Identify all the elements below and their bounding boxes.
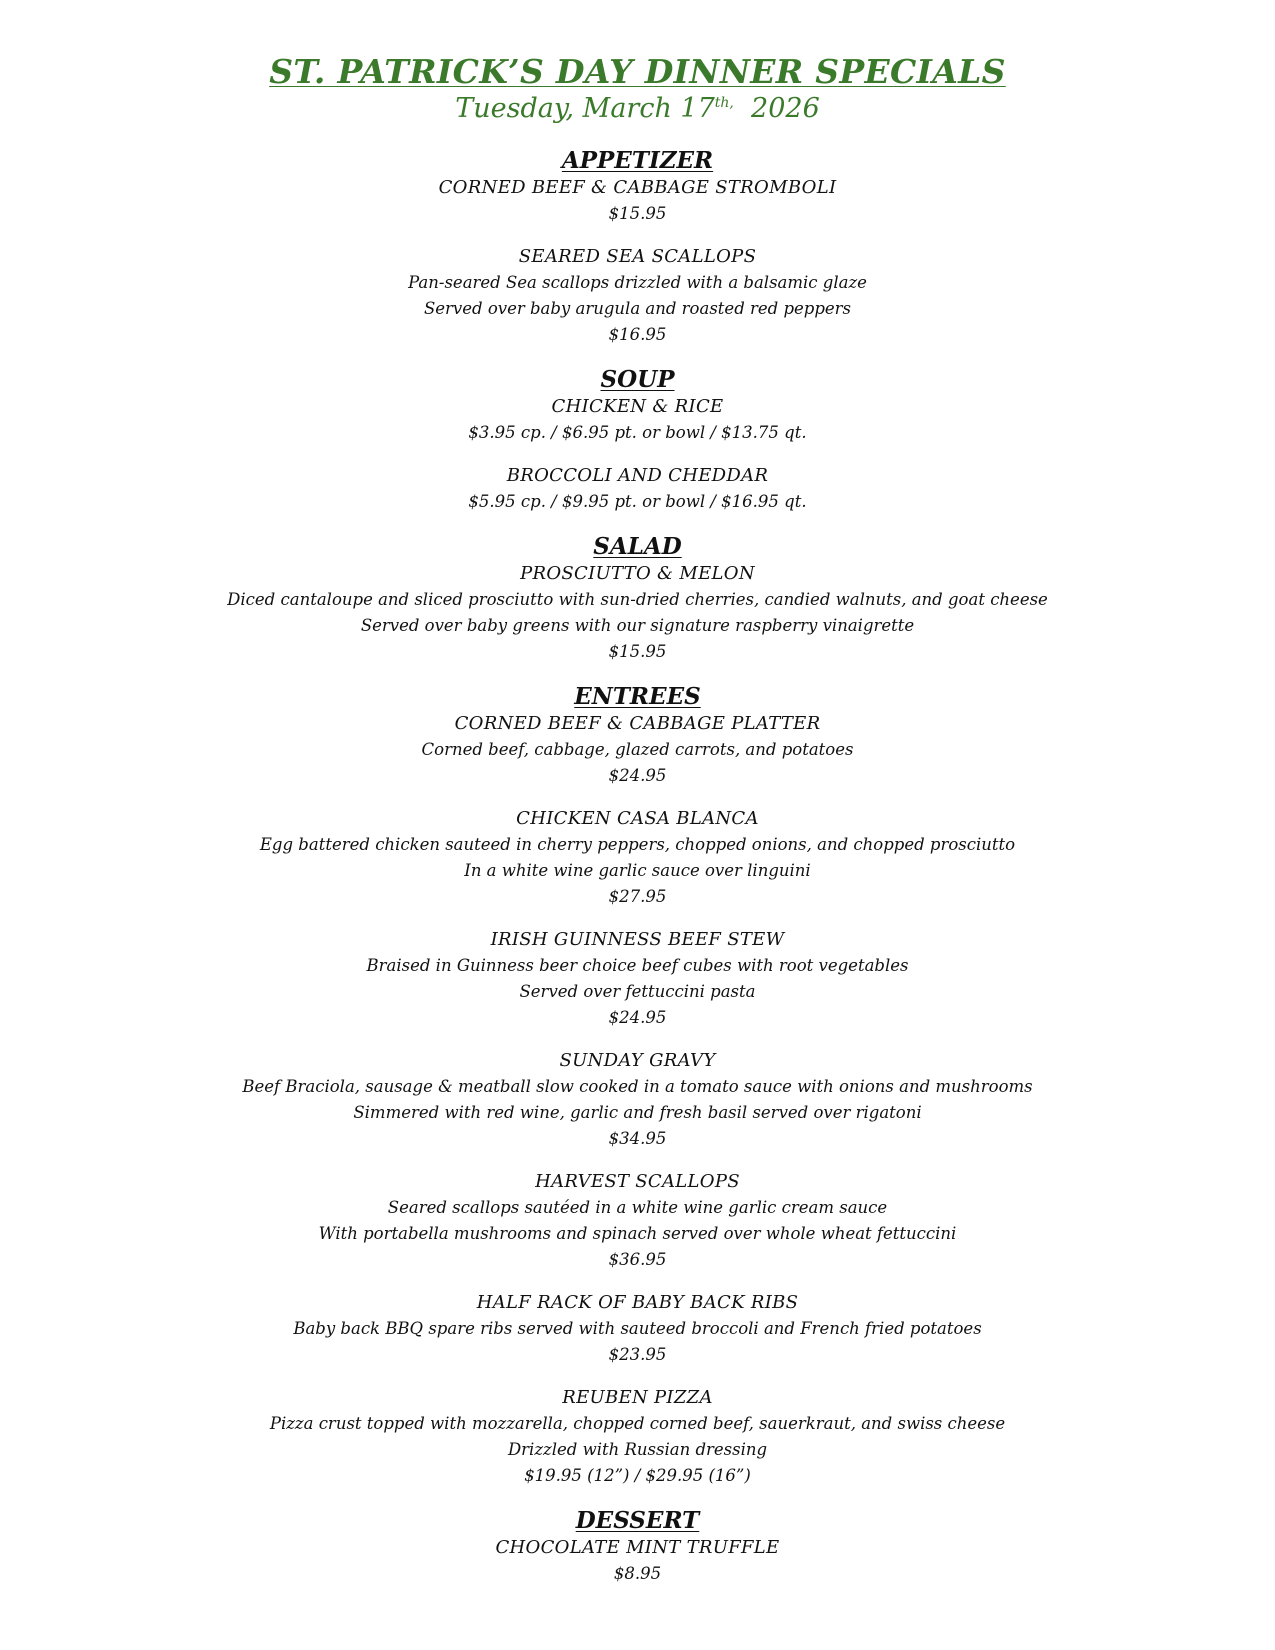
item-description: Pan-seared Sea scallops drizzled with a balsamic glaze xyxy=(408,273,867,292)
item-description: With portabella mushrooms and spinach served over whole wheat fettuccini xyxy=(318,1224,957,1243)
section-heading: SALAD xyxy=(593,533,682,560)
menu-item xyxy=(0,1290,1275,1368)
item-description: Served over baby arugula and roasted red peppers xyxy=(423,299,852,318)
item-name: REUBEN PIZZA xyxy=(562,1387,713,1408)
item-price: $36.95 xyxy=(608,1250,667,1269)
item-price: $15.95 xyxy=(608,204,667,223)
item-price: $19.95 (12”) / $29.95 (16”) xyxy=(524,1466,751,1485)
item-name: CHICKEN & RICE xyxy=(551,396,724,417)
menu-item xyxy=(0,1535,1275,1587)
item-price: $24.95 xyxy=(608,766,667,785)
item-price: $24.95 xyxy=(608,1008,667,1027)
menu-item xyxy=(0,244,1275,348)
item-name: CHICKEN CASA BLANCA xyxy=(516,808,759,829)
menu-item xyxy=(0,1385,1275,1489)
item-name: CHOCOLATE MINT TRUFFLE xyxy=(495,1537,780,1558)
item-price: $34.95 xyxy=(608,1129,667,1148)
menu-item xyxy=(0,1048,1275,1152)
item-description: Seared scallops sautéed in a white wine garlic cream sauce xyxy=(387,1198,888,1217)
item-description: Baby back BBQ spare ribs served with sauteed broccoli and French fried potatoes xyxy=(293,1319,982,1338)
item-name: IRISH GUINNESS BEEF STEW xyxy=(490,929,785,950)
page-title: ST. PATRICK’S DAY DINNER SPECIALS xyxy=(269,52,1006,91)
menu-item xyxy=(0,394,1275,446)
item-name: BROCCOLI AND CHEDDAR xyxy=(506,465,769,486)
menu-section-soup xyxy=(0,365,1275,515)
menu-section-appetizer xyxy=(0,146,1275,348)
item-description: Braised in Guinness beer choice beef cubes with root vegetables xyxy=(366,956,909,975)
item-name: HALF RACK OF BABY BACK RIBS xyxy=(476,1292,799,1313)
section-heading: DESSERT xyxy=(575,1507,700,1534)
item-description: Simmered with red wine, garlic and fresh basil served over rigatoni xyxy=(353,1103,922,1122)
item-description: Served over baby greens with our signature raspberry vinaigrette xyxy=(360,616,915,635)
menu-item xyxy=(0,1169,1275,1273)
date-text: Tuesday, March 17 xyxy=(455,93,715,124)
item-name: SUNDAY GRAVY xyxy=(559,1050,716,1071)
menu-sections xyxy=(0,146,1275,1587)
item-price: $16.95 xyxy=(608,325,667,344)
menu-page xyxy=(0,52,1275,1604)
item-name: PROSCIUTTO & MELON xyxy=(520,563,755,584)
item-price: $23.95 xyxy=(608,1345,667,1364)
menu-section-entrees xyxy=(0,682,1275,1489)
item-name: SEARED SEA SCALLOPS xyxy=(518,246,757,267)
date-ordinal: th, xyxy=(714,95,734,111)
item-description: Diced cantaloupe and sliced prosciutto with sun-dried cherries, candied walnuts, and goat cheese xyxy=(227,590,1048,609)
item-name: CORNED BEEF & CABBAGE PLATTER xyxy=(454,713,821,734)
item-name: HARVEST SCALLOPS xyxy=(535,1171,740,1192)
menu-item xyxy=(0,806,1275,910)
section-heading: SOUP xyxy=(600,366,675,393)
menu-item xyxy=(0,561,1275,665)
item-description: Egg battered chicken sauteed in cherry peppers, chopped onions, and chopped prosciutto xyxy=(259,835,1016,854)
item-name: CORNED BEEF & CABBAGE STROMBOLI xyxy=(438,177,837,198)
item-description: Corned beef, cabbage, glazed carrots, and potatoes xyxy=(421,740,854,759)
item-price: $15.95 xyxy=(608,642,667,661)
menu-item xyxy=(0,175,1275,227)
menu-item xyxy=(0,463,1275,515)
menu-section-salad xyxy=(0,532,1275,665)
item-price: $3.95 cp. / $6.95 pt. or bowl / $13.75 qt. xyxy=(468,423,807,442)
item-description: Pizza crust topped with mozzarella, chopped corned beef, sauerkraut, and swiss cheese xyxy=(269,1414,1006,1433)
menu-date xyxy=(0,92,1275,126)
item-description: In a white wine garlic sauce over linguini xyxy=(464,861,811,880)
menu-section-dessert xyxy=(0,1506,1275,1587)
section-heading: ENTREES xyxy=(574,683,701,710)
item-description: Beef Braciola, sausage & meatball slow cooked in a tomato sauce with onions and mushrooms xyxy=(242,1077,1033,1096)
item-description: Drizzled with Russian dressing xyxy=(507,1440,768,1459)
date-year: 2026 xyxy=(751,93,820,124)
item-description: Served over fettuccini pasta xyxy=(519,982,756,1001)
menu-item xyxy=(0,711,1275,789)
item-price: $27.95 xyxy=(608,887,667,906)
item-price: $5.95 cp. / $9.95 pt. or bowl / $16.95 qt. xyxy=(468,492,807,511)
section-heading: APPETIZER xyxy=(561,147,714,174)
item-price: $8.95 xyxy=(613,1564,662,1583)
menu-item xyxy=(0,927,1275,1031)
